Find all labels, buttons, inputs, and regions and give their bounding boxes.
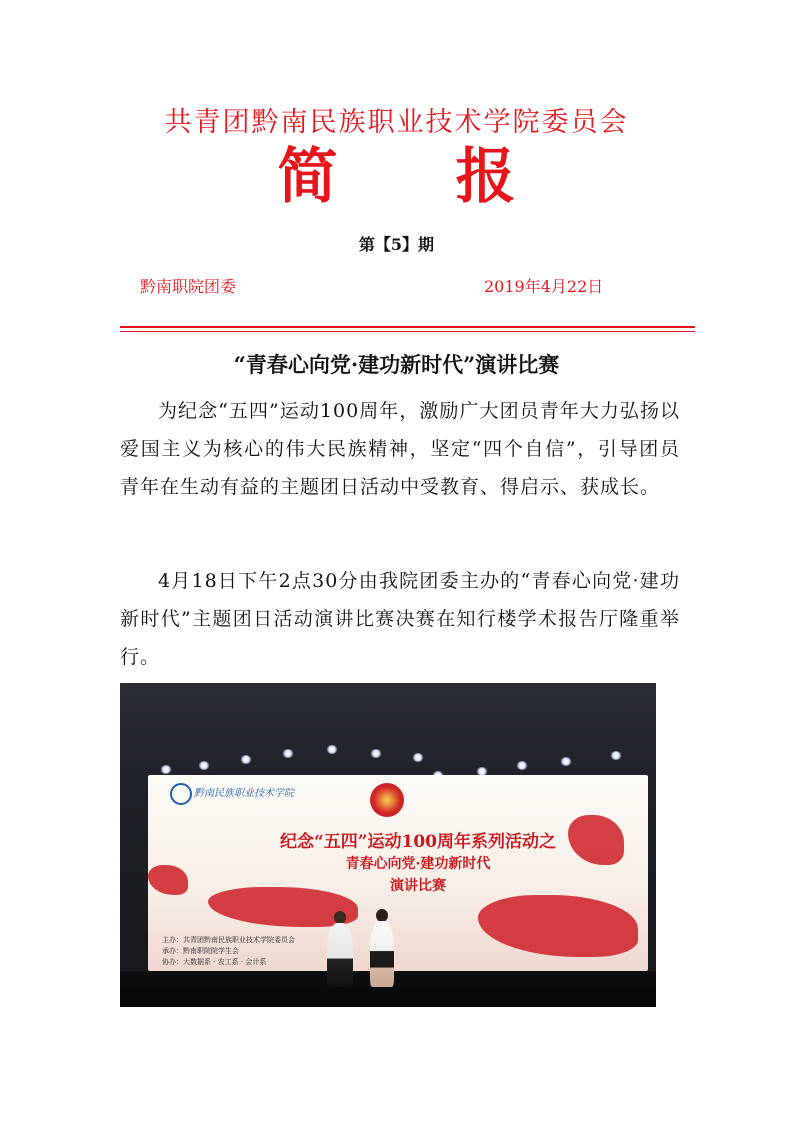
school-logo-icon <box>170 783 192 805</box>
screen-school-name: 黔南民族职业技术学院 <box>194 788 294 799</box>
article-paragraph-2 <box>120 562 680 676</box>
screen-line-1: 纪念“五四”运动100周年系列活动之 <box>279 832 557 852</box>
ceiling-light <box>370 749 382 758</box>
projection-screen <box>148 775 648 971</box>
organization-title: 共青团黔南民族职业技术学院委员会 <box>164 107 629 138</box>
article-paragraph-1 <box>120 392 680 506</box>
screen-line-2: 青春心向党·建功新时代 <box>345 856 491 872</box>
paragraph-text: 为纪念“五四”运动100周年，激励广大团员青年大力弘扬以爱国主义为核心的伟大民族精神，坚定“四个自信”，引导团员青年在生动有益的主题团日活动中受教育、得启示、获成长。 <box>120 400 680 498</box>
ceiling-light <box>240 755 252 764</box>
article-headline: “青春心向党·建功新时代”演讲比赛 <box>233 352 560 377</box>
paragraph-text: 4月18日下午2点30分由我院团委主办的“青春心向党·建功新时代”主题团日活动演讲比赛决赛在知行楼学术报告厅隆重举行。 <box>120 570 680 668</box>
ceiling-light <box>282 749 294 758</box>
issuer: 黔南职院团委 <box>140 277 237 296</box>
issue-date: 2019年4月22日 <box>484 277 604 296</box>
ceiling-light <box>326 745 338 754</box>
ceiling-light <box>198 761 210 770</box>
presenter-female <box>370 921 394 987</box>
bulletin-title: 简报 <box>277 142 634 212</box>
youth-league-emblem-icon <box>370 783 404 817</box>
issue-number: 第【5】期 <box>358 235 435 254</box>
ceiling-light <box>412 753 424 762</box>
ceiling-light <box>516 761 528 770</box>
ceiling-light <box>610 751 622 760</box>
event-photo <box>120 683 656 1007</box>
header-divider-thin <box>120 331 695 332</box>
papercut-decoration <box>148 865 188 895</box>
presenter-male <box>327 923 353 987</box>
ceiling-light <box>560 757 572 766</box>
screen-footer-line-3: 协办：大数据系 · 农工系 · 会计系 <box>162 958 267 966</box>
ceiling-light <box>160 765 172 774</box>
screen-footer-line-2: 承办：黔南职院院学生会 <box>162 947 239 955</box>
screen-line-3: 演讲比赛 <box>390 878 446 894</box>
screen-footer-line-1: 主办：共青团黔南民族职业技术学院委员会 <box>162 936 295 944</box>
header-divider-thick <box>120 326 695 328</box>
